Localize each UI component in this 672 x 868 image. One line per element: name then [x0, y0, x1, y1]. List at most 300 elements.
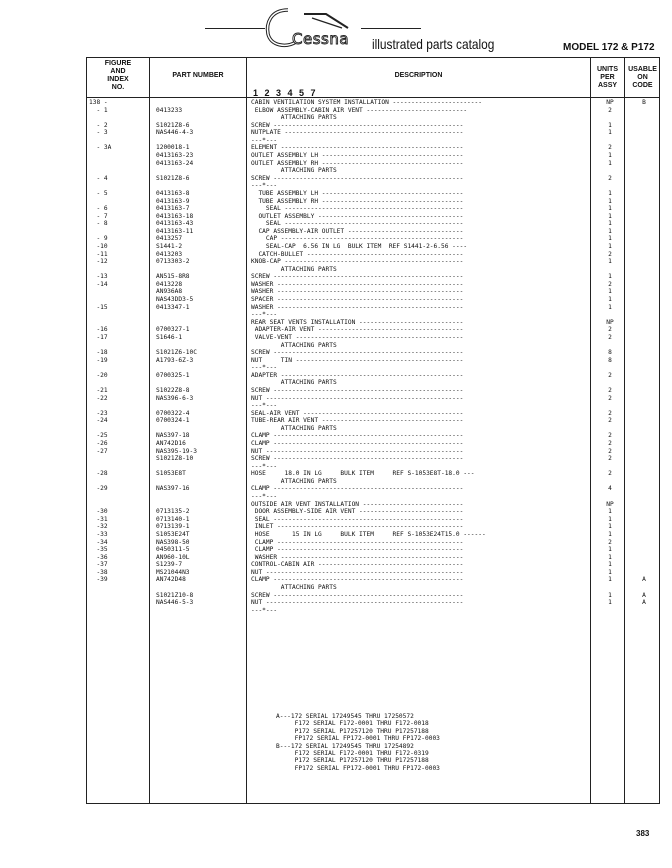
row-part-number: 0413163-23 [156, 152, 194, 160]
row-part-number: 0413163-24 [156, 159, 194, 167]
table-row [87, 288, 661, 296]
row-part-number: A1793-6Z-3 [156, 356, 194, 364]
row-units: 1 [608, 242, 612, 250]
row-usable-code: A [642, 591, 646, 599]
table-row [87, 569, 661, 577]
table-row [87, 523, 661, 531]
row-figure-index: -17 [89, 333, 108, 341]
row-part-number: S1021Z8-6 [156, 174, 190, 182]
row-description: WASHER -------------------------------------------------- [251, 303, 464, 311]
row-units: 2 [608, 326, 612, 334]
table-row [87, 243, 661, 251]
row-description: WASHER ------------------------------------------------- [251, 553, 464, 561]
row-figure-index: -28 [89, 470, 108, 478]
row-part-number: S1021Z6-10C [156, 349, 197, 357]
row-part-number: 0413163-9 [156, 197, 190, 205]
table-row [87, 198, 661, 206]
row-description: SCREW --------------------------------------------------- [251, 174, 464, 182]
row-units: 1 [608, 561, 612, 569]
header-usable-line: CODE [632, 82, 653, 89]
footnote-line: FP172 SERIAL FP172-0001 THRU FP172-0003 [276, 735, 440, 743]
row-part-number: S1053E8T [156, 470, 186, 478]
row-figure-index: -11 [89, 250, 108, 258]
row-part-number: NAS397-16 [156, 485, 190, 493]
row-figure-index: -34 [89, 538, 108, 546]
row-part-number: AN515-8R8 [156, 273, 190, 281]
row-units: 2 [608, 386, 612, 394]
row-description: OUTLET ASSEMBLY RH -------------------------------------- [251, 159, 464, 167]
row-description: SEAL-CAP 6.56 IN LG BULK ITEM REF S1441-2-6.56 ---- [251, 242, 468, 250]
table-row [87, 561, 661, 569]
row-units: 1 [608, 235, 612, 243]
row-description: SCREW --------------------------------------------------- [251, 273, 464, 281]
table-row [87, 273, 661, 281]
row-description: SCREW --------------------------------------------------- [251, 455, 464, 463]
footnote-line: P172 SERIAL P17257120 THRU P17257188 [276, 727, 429, 735]
row-description: TUBE-REAR AIR VENT -------------------------------------- [251, 417, 464, 425]
row-description: ELEMENT ------------------------------------------------- [251, 144, 464, 152]
row-description: ATTACHING PARTS [251, 379, 337, 387]
table-row [87, 220, 661, 228]
row-usable-code: A [642, 599, 646, 607]
row-part-number: MS21044N3 [156, 568, 190, 576]
table-row [87, 485, 661, 493]
catalog-title: illustrated parts catalog [372, 36, 495, 52]
row-units: 2 [608, 417, 612, 425]
row-description: TUBE ASSEMBLY LH -------------------------------------- [251, 189, 464, 197]
row-figure-index: -18 [89, 349, 108, 357]
row-figure-index: - 2 [89, 121, 108, 129]
row-description: SCREW --------------------------------------------------- [251, 121, 464, 129]
row-part-number: 0413233 [156, 106, 183, 114]
row-units: 1 [608, 288, 612, 296]
row-figure-index: -12 [89, 258, 108, 266]
row-description: CLAMP --------------------------------------------------- [251, 440, 464, 448]
table-row [87, 349, 661, 357]
row-description: ---*--- [251, 136, 278, 144]
row-description: KNOB-CAP ------------------------------------------------ [251, 258, 464, 266]
row-description: ATTACHING PARTS [251, 424, 337, 432]
table-row [87, 448, 661, 456]
row-figure-index: -30 [89, 508, 108, 516]
row-usable-code: B [642, 99, 646, 106]
row-description: HOSE 18.0 IN LG BULK ITEM REF S-1053E8T-18.0 --- [251, 470, 475, 478]
row-units: NP [606, 500, 614, 508]
row-units: 1 [608, 129, 612, 137]
row-units: 1 [608, 515, 612, 523]
table-row [87, 175, 661, 183]
row-description: CLAMP -------------------------------------------------- [251, 538, 464, 546]
row-description: ATTACHING PARTS [251, 167, 337, 175]
row-description: OUTSIDE AIR VENT INSTALLATION --------------------------- [251, 500, 464, 508]
row-part-number: S1021Z10-8 [156, 591, 194, 599]
row-units: 8 [608, 356, 612, 364]
row-figure-index: -22 [89, 394, 108, 402]
row-units: 1 [608, 205, 612, 213]
row-figure-index: -25 [89, 432, 108, 440]
row-figure-index: -33 [89, 530, 108, 538]
row-units: NP [606, 99, 614, 106]
row-units: 1 [608, 508, 612, 516]
row-description: OUTLET ASSEMBLY LH -------------------------------------- [251, 152, 464, 160]
table-row [87, 584, 661, 592]
cessna-logo [262, 4, 372, 50]
row-units: 2 [608, 440, 612, 448]
row-figure-index: -29 [89, 485, 108, 493]
table-row [87, 357, 661, 365]
row-units: 2 [608, 174, 612, 182]
row-description: SCREW --------------------------------------------------- [251, 349, 464, 357]
table-row [87, 266, 661, 274]
table-row [87, 440, 661, 448]
row-part-number: 1200018-1 [156, 144, 190, 152]
row-part-number: AN742D48 [156, 576, 186, 584]
table-row [87, 516, 661, 524]
table-row [87, 319, 661, 327]
row-figure-index: -26 [89, 440, 108, 448]
table-row [87, 425, 661, 433]
table-row [87, 296, 661, 304]
header-figure [89, 60, 147, 92]
row-figure-index: - 6 [89, 205, 108, 213]
row-description: SEAL ------------------------------------------------ [251, 220, 464, 228]
footnote-line: F172 SERIAL F172-0001 THRU F172-0319 [276, 750, 429, 757]
table-row [87, 334, 661, 342]
table-row [87, 190, 661, 198]
row-description: ---*--- [251, 606, 278, 614]
row-figure-index: - 9 [89, 235, 108, 243]
row-description: ---*--- [251, 402, 278, 410]
row-figure-index: -32 [89, 523, 108, 531]
row-description: ATTACHING PARTS [251, 584, 337, 591]
parts-rows [87, 99, 661, 614]
row-units: 1 [608, 530, 612, 538]
row-part-number: NAS397-18 [156, 432, 190, 440]
table-row [87, 114, 661, 122]
row-description: ---*--- [251, 182, 278, 190]
row-units: 2 [608, 538, 612, 546]
row-figure-index: - 1 [89, 106, 108, 114]
table-row [87, 470, 661, 478]
row-description: CAP ------------------------------------------------- [251, 235, 464, 243]
row-description: SEAL ------------------------------------------------ [251, 205, 464, 213]
table-row [87, 432, 661, 440]
row-units: 1 [608, 568, 612, 576]
row-figure-index: -19 [89, 356, 108, 364]
row-description: WASHER -------------------------------------------------- [251, 288, 464, 296]
row-part-number: S1441-2 [156, 242, 183, 250]
row-part-number: 0413163-43 [156, 220, 194, 228]
row-part-number: 0413228 [156, 280, 183, 288]
table-row [87, 342, 661, 350]
row-part-number: 0413163-18 [156, 212, 194, 220]
row-part-number: S1022Z8-8 [156, 386, 190, 394]
row-figure-index: -35 [89, 546, 108, 554]
table-row [87, 508, 661, 516]
table-row [87, 235, 661, 243]
row-description: SCREW --------------------------------------------------- [251, 591, 464, 599]
row-units: 2 [608, 280, 612, 288]
table-row [87, 311, 661, 319]
header-figure-line: INDEX [107, 76, 129, 83]
table-row [87, 387, 661, 395]
row-description: SPACER -------------------------------------------------- [251, 296, 464, 304]
row-part-number: 0413203 [156, 250, 183, 258]
row-units: 1 [608, 220, 612, 228]
table-row [87, 182, 661, 190]
row-description: OUTLET ASSEMBLY --------------------------------------- [251, 212, 464, 220]
row-description: INLET -------------------------------------------------- [251, 523, 464, 531]
footnote-line: FP172 SERIAL FP172-0001 THRU FP172-0003 [276, 764, 440, 772]
table-row [87, 99, 661, 107]
row-description: NUT TIN --------------------------------------------- [251, 356, 464, 364]
header-usable [625, 66, 660, 90]
footnote-line: B---172 SERIAL 17249545 THRU 17254892 [276, 742, 414, 750]
table-row [87, 402, 661, 410]
row-description: CLAMP --------------------------------------------------- [251, 485, 464, 493]
row-description: CAP ASSEMBLY-AIR OUTLET ------------------------------- [251, 227, 464, 235]
svg-text:Cessna: Cessna [292, 30, 350, 48]
page-number: 383 [636, 829, 650, 838]
table-row [87, 137, 661, 145]
row-part-number: 0413163-8 [156, 189, 190, 197]
table-row [87, 463, 661, 471]
row-part-number: NAS395-19-3 [156, 447, 197, 455]
row-units: 2 [608, 394, 612, 402]
row-units: 1 [608, 599, 612, 607]
header-units [591, 66, 624, 90]
row-figure-index: -15 [89, 303, 108, 311]
row-description: ELBOW ASSEMBLY-CABIN AIR VENT --------------------------- [251, 106, 468, 114]
row-figure-index: - 7 [89, 212, 108, 220]
row-part-number: 0713140-1 [156, 515, 190, 523]
row-part-number: 0413257 [156, 235, 183, 243]
table-row [87, 167, 661, 175]
row-part-number: 0700325-1 [156, 371, 190, 379]
row-description: NUT ----------------------------------------------------- [251, 568, 464, 576]
row-units: NP [606, 318, 614, 326]
row-figure-index: -36 [89, 553, 108, 561]
table-row [87, 607, 661, 615]
row-units: 1 [608, 303, 612, 311]
row-part-number: AN960-10L [156, 553, 190, 561]
row-figure-index: -38 [89, 568, 108, 576]
row-part-number: 0713135-2 [156, 508, 190, 516]
table-row [87, 395, 661, 403]
row-units: 1 [608, 273, 612, 281]
row-description: SEAL --------------------------------------------------- [251, 515, 464, 523]
row-part-number: 0413163-7 [156, 205, 190, 213]
header-units-line: PER [600, 74, 615, 81]
row-description: CATCH-BULLET ------------------------------------------ [251, 250, 464, 258]
row-units: 1 [608, 159, 612, 167]
header-units-line: ASSY [597, 82, 618, 89]
row-figure-index: -10 [89, 242, 108, 250]
footnote-line: F172 SERIAL F172-0001 THRU F172-0018 [276, 720, 429, 728]
row-units: 2 [608, 250, 612, 258]
row-figure-index: -23 [89, 409, 108, 417]
row-description: SCREW --------------------------------------------------- [251, 386, 464, 394]
row-part-number: 0700324-1 [156, 417, 190, 425]
header-figure-line: FIGURE [104, 60, 132, 67]
table-row [87, 122, 661, 130]
footnote-line: A---172 SERIAL 17249545 THRU 17250572 [276, 713, 414, 720]
row-description: WASHER -------------------------------------------------- [251, 280, 464, 288]
row-description: REAR SEAT VENTS INSTALLATION ---------------------------- [251, 318, 464, 326]
row-description: ATTACHING PARTS [251, 114, 337, 122]
row-description: NUT ----------------------------------------------------- [251, 599, 464, 607]
table-row [87, 228, 661, 236]
table-row [87, 546, 661, 554]
row-description: ATTACHING PARTS [251, 265, 337, 273]
row-part-number: NAS396-6-3 [156, 394, 194, 402]
row-figure-index: -37 [89, 561, 108, 569]
row-figure-index: 138 - [89, 99, 108, 106]
table-row [87, 326, 661, 334]
row-units: 1 [608, 546, 612, 554]
header-figure-line: AND [110, 68, 126, 75]
row-part-number: S1053E24T [156, 530, 190, 538]
table-row [87, 417, 661, 425]
table-row [87, 410, 661, 418]
row-units: 1 [608, 258, 612, 266]
row-part-number: S1646-1 [156, 333, 183, 341]
header-figure-line: NO. [111, 84, 125, 91]
table-row [87, 599, 661, 607]
table-row [87, 592, 661, 600]
row-figure-index: -31 [89, 515, 108, 523]
table-row [87, 144, 661, 152]
row-part-number: S1239-7 [156, 561, 183, 569]
row-description: CABIN VENTILATION SYSTEM INSTALLATION ------------------------ [251, 99, 482, 106]
logo-rule-left [205, 28, 265, 29]
table-row [87, 205, 661, 213]
header-divider [87, 97, 659, 98]
row-part-number: 0413163-11 [156, 227, 194, 235]
row-description: ATTACHING PARTS [251, 341, 337, 349]
row-description: ADAPTER ------------------------------------------------- [251, 371, 464, 379]
row-part-number: S1021Z8-10 [156, 455, 194, 463]
row-description: HOSE 15 IN LG BULK ITEM REF S-1053E24T15.0 ------ [251, 530, 486, 538]
row-units: 2 [608, 470, 612, 478]
row-part-number: 0450311-5 [156, 546, 190, 554]
header-units-line: UNITS [597, 66, 618, 73]
table-row [87, 251, 661, 259]
row-units: 1 [608, 197, 612, 205]
logo-rule-right [361, 28, 421, 29]
table-row [87, 364, 661, 372]
row-units: 2 [608, 333, 612, 341]
row-figure-index: - 8 [89, 220, 108, 228]
header-part-number: PART NUMBER [172, 72, 224, 79]
row-figure-index: - 3 [89, 129, 108, 137]
table-row [87, 372, 661, 380]
row-part-number: AN742D16 [156, 440, 186, 448]
row-part-number: 0713139-1 [156, 523, 190, 531]
row-figure-index: -20 [89, 371, 108, 379]
parts-table [86, 57, 660, 804]
row-figure-index: -16 [89, 326, 108, 334]
row-part-number: AN936A8 [156, 288, 183, 296]
row-figure-index: -39 [89, 576, 108, 584]
row-units: 1 [608, 189, 612, 197]
row-description: DOOR ASSEMBLY-SIDE AIR VENT ---------------------------- [251, 508, 464, 516]
row-units: 2 [608, 409, 612, 417]
row-part-number: 0700327-1 [156, 326, 190, 334]
row-units: 2 [608, 106, 612, 114]
row-part-number: NAS43DD3-5 [156, 296, 194, 304]
table-row [87, 501, 661, 509]
indent-scale: 1 2 3 4 5 7 [253, 88, 318, 98]
table-row [87, 554, 661, 562]
row-units: 1 [608, 121, 612, 129]
row-description: CLAMP --------------------------------------------------- [251, 576, 464, 584]
row-part-number: 0413347-1 [156, 303, 190, 311]
row-units: 1 [608, 576, 612, 584]
table-row [87, 258, 661, 266]
row-part-number: NAS398-50 [156, 538, 190, 546]
table-row [87, 129, 661, 137]
table-row [87, 531, 661, 539]
row-part-number: 0700322-4 [156, 409, 190, 417]
row-description: CLAMP -------------------------------------------------- [251, 546, 464, 554]
row-part-number: NAS446-5-3 [156, 599, 194, 607]
row-description: CLAMP --------------------------------------------------- [251, 432, 464, 440]
table-row [87, 455, 661, 463]
row-figure-index: -27 [89, 447, 108, 455]
row-usable-code: A [642, 576, 646, 584]
row-figure-index: - 3A [89, 144, 112, 152]
row-description: TUBE ASSEMBLY RH -------------------------------------- [251, 197, 464, 205]
row-units: 1 [608, 591, 612, 599]
table-row [87, 304, 661, 312]
row-units: 2 [608, 455, 612, 463]
table-row [87, 152, 661, 160]
header-usable-line: ON [637, 74, 648, 81]
table-row [87, 213, 661, 221]
row-units: 2 [608, 447, 612, 455]
header-usable-line: USABLE [628, 66, 657, 73]
row-units: 2 [608, 371, 612, 379]
row-units: 1 [608, 212, 612, 220]
table-row [87, 478, 661, 486]
row-part-number: S1021Z8-6 [156, 121, 190, 129]
row-units: 1 [608, 227, 612, 235]
table-row [87, 539, 661, 547]
row-figure-index: - 4 [89, 174, 108, 182]
model-label: MODEL 172 & P172 [563, 42, 655, 53]
row-description: SEAL-AIR VENT ------------------------------------------- [251, 409, 464, 417]
row-description: ---*--- [251, 364, 278, 372]
row-units: 8 [608, 349, 612, 357]
header-description: DESCRIPTION [394, 72, 443, 79]
row-units: 2 [608, 432, 612, 440]
row-figure-index: -13 [89, 273, 108, 281]
table-row [87, 493, 661, 501]
row-units: 2 [608, 144, 612, 152]
page-header [0, 0, 672, 56]
row-figure-index: -14 [89, 280, 108, 288]
row-units: 1 [608, 553, 612, 561]
row-description: NUTPLATE ------------------------------------------------ [251, 129, 464, 137]
table-row [87, 107, 661, 115]
row-figure-index: - 5 [89, 189, 108, 197]
table-row [87, 379, 661, 387]
row-description: ---*--- [251, 462, 278, 470]
row-description: NUT ----------------------------------------------------- [251, 394, 464, 402]
row-units: 1 [608, 152, 612, 160]
row-description: ADAPTER-AIR VENT --------------------------------------- [251, 326, 464, 334]
